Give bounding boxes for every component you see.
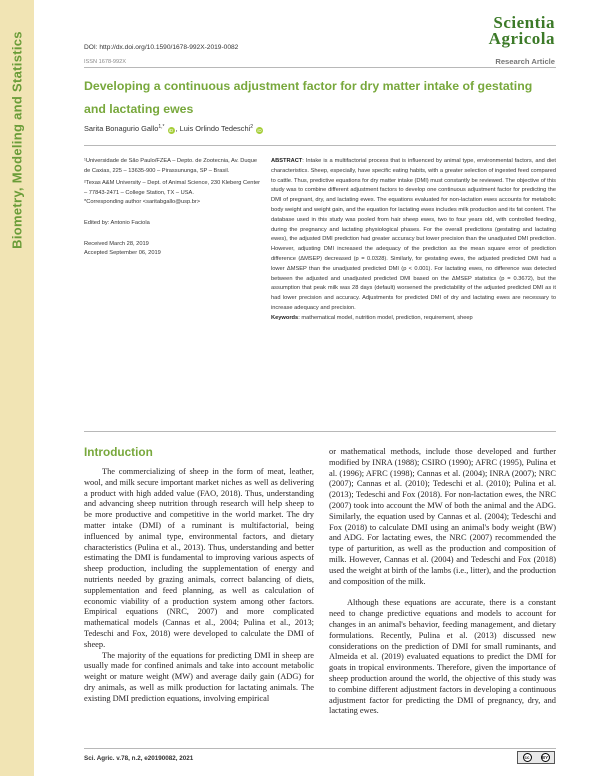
cc-icon: cc xyxy=(524,755,530,760)
accepted-date: Accepted September 06, 2019 xyxy=(84,250,161,257)
author-1-superscript: 1,* xyxy=(158,124,165,130)
sidebar-band xyxy=(0,0,34,776)
footer-divider xyxy=(84,748,556,749)
orcid-icon[interactable]: iD xyxy=(257,128,262,133)
author-name-2: Luis Orlindo Tedeschi xyxy=(179,124,251,133)
intro-paragraph-3: Although these equations are accurate, there is a constant need to change predictive equations and models to account for changes in an animal's behavior, feeding management, and dietary formulations. Recently, Pulina et al. (2013) discussed new considerations on the prediction of DMI for small ruminants, and Almeida et al. (2019) evaluated equations to predict the DMI for goats in tropical environments. Therefore, given the importance of sheep production around the world, the objective of this study was to combine different adjustment factors in developing a continuous adjustment factor for predicting the DMI of pregnancy, dry, and lactating ewes. xyxy=(329,598,556,716)
intro-paragraph-2-continued: or mathematical methods, include those developed and further modified by INRA (1988); CSIRO (1990); AFRC (1995), Pulina et al. (1996); AFRC (1998); Cannas et al. (2004); INRA (2007); NRC (2007); Cannas et al. (2010); Tedeschi et al. (2010); Pulina et al. (2013); Tedeschi and Fox (2018). For non-lactation ewes, the NRC (2007) took into account the MW of both the animal and the ADG. Similarly, the equation used by Cannas et al. (2004); Tedeschi and Fox (2018) to calculate DMI using an animal's body weight (BW) and ADG. For lactating ewes, the NRC (2007) recommended the type of parturition, as well as the production and composition of milk. However, Cannas et al. (2004) and Tedeschi and Fox (2018) used the weight at birth of the lambs (i.e., litter), and the production and composition of the milk. xyxy=(329,447,556,586)
orcid-icon[interactable]: iD xyxy=(168,128,174,133)
section-heading-introduction: Introduction xyxy=(84,445,153,459)
body-column-right xyxy=(329,447,556,717)
doi-line[interactable]: DOI: http://dx.doi.org/10.1590/1678-992X-2019-0082 xyxy=(84,44,239,51)
article-title: Developing a continuous adjustment factor for dry matter intake of gestating and lactating ewes xyxy=(84,79,533,116)
section-category-label: Biometry, Modeling and Statistics xyxy=(9,31,25,249)
editor-line: Edited by: Antonio Faciola xyxy=(84,219,150,226)
author-list xyxy=(84,124,264,134)
received-date: Received March 28, 2019 xyxy=(84,240,149,247)
article-type-label: Research Article xyxy=(495,57,555,66)
intro-paragraph-1: The commercializing of sheep in the form of meat, leather, wool, and milk secure important market niches as well as delivering a product with high added value (FAO, 2018). Thus, understanding and advancing sheep nutrition through research will help sheep to be more productive and competitive in the world market. The dry matter intake (DMI) of a ruminant is multifactorial, being influenced by animal type, environmental factors, and dietary characteristics (Pulina et al., 2013). Thus, understanding and better estimating the DMI is fundamental to improving various aspects of sheep production, including the supplementation of energy and nutrients needed by grazing animals, correct balancing of diets, supplementation and feed planning, as well as calculation of economic viability of a production system among other factors. Empirical equations (NRC, 2007) and more complicated mathematical models (Cannas et al., 2004; Pulina et al., 2013; Tedeschi and Fox, 2018) were developed to calculate the DMI of sheep. xyxy=(84,467,314,649)
footer-citation: Sci. Agric. v.78, n.2, e20190082, 2021 xyxy=(84,755,194,762)
journal-logo-line1: Scientia xyxy=(493,13,555,32)
author-name-1: Sarita Bonagurio Gallo xyxy=(84,124,159,133)
by-attribution-icon: BY xyxy=(541,755,549,760)
header-divider xyxy=(84,67,556,68)
journal-logo xyxy=(489,15,555,47)
keywords-line xyxy=(271,314,556,324)
keywords-text: : mathematical model, nutrition model, prediction, requirement, sheep xyxy=(298,314,473,321)
body-column-left xyxy=(84,467,314,705)
corresponding-author: *Corresponding author <saritabgallo@usp.br> xyxy=(84,199,201,206)
author-separator: , xyxy=(175,124,180,133)
journal-logo-line2: Agricola xyxy=(488,29,555,49)
author-2-superscript: 2 xyxy=(250,124,253,130)
intro-paragraph-2: The majority of the equations for predicting DMI in sheep are usually made for confined animals and take into account metabolic weight or mature weight (MW) and average daily gain (ADG) for dry animals, as well as milk production for lactating animals. The existing DMI prediction equations, involving empirical xyxy=(84,650,314,703)
abstract-text: : Intake is a multifactorial process that is influenced by animal type, environmental factors, and diet characteristics. Sheep, especially, have specific eating habits, with a greater selection of ingested feed compared to cattle. Thus, predictive equations for dry matter intake (DMI) must constantly be reviewed. The objective of this study was to combine different adjustment factors to develop one continuous adjustment factor for predicting the DMI of pregnant, dry, and lactating ewes. The equations evaluated for non-lactation ewes accounts for metabolic body weight and weight gain, and the equation for lactating ewes includes milk production and its fat content. The database used in this study was pooled from hair sheep ewes, two to four years old, with controlled feeding, during the pregnancy and lactating physiological phases. For the overall predictions (gestating and lactating ewes), the adjusted DMI prediction had greater accuracy but lower precision than the unadjusted DMI prediction. However, adjusting DMI increased the adequacy of the prediction as the mean square error of prediction difference (ΔMSEP) decreased (p = 0.0328). Similarly, for gestating ewes, the adjusted predicted DMI had a lower ΔMSEP than the unadjusted predicted DMI (p < 0.001). For lactating ewes, no difference was detected between the adjusted and unadjusted predicted DMI based on the ΔMSEP statistics (p = 0.3672), but the assumption that peak milk was 28 days (default) worsened the predictability of the adjusted predicted DMI as it had lower precision and accuracy. Adjustments for predicted DMI of dry and lactating ewes are necessary to increase adequacy and precision. xyxy=(271,158,556,311)
affiliation-2: ²Texas A&M University – Dept. of Animal Science, 230 Kleberg Center – 77843-2471 – College Station, TX – USA. xyxy=(84,180,261,196)
cc-license-badge[interactable] xyxy=(517,751,555,764)
abstract-block xyxy=(271,157,556,324)
abstract-divider xyxy=(84,431,556,432)
abstract-label: ABSTRACT xyxy=(271,158,303,164)
affiliation-1: ¹Universidade de São Paulo/FZEA – Depto. de Zootecnia, Av. Duque de Caxias, 225 – 13635-900 – Pirassununga, SP – Brasil. xyxy=(84,158,258,174)
affiliations-block xyxy=(84,157,262,259)
keywords-label: Keywords xyxy=(271,314,299,321)
author-divider xyxy=(84,145,556,146)
abstract-paragraph xyxy=(271,157,556,314)
issn-line: ISSN 1678-992X xyxy=(84,59,126,65)
